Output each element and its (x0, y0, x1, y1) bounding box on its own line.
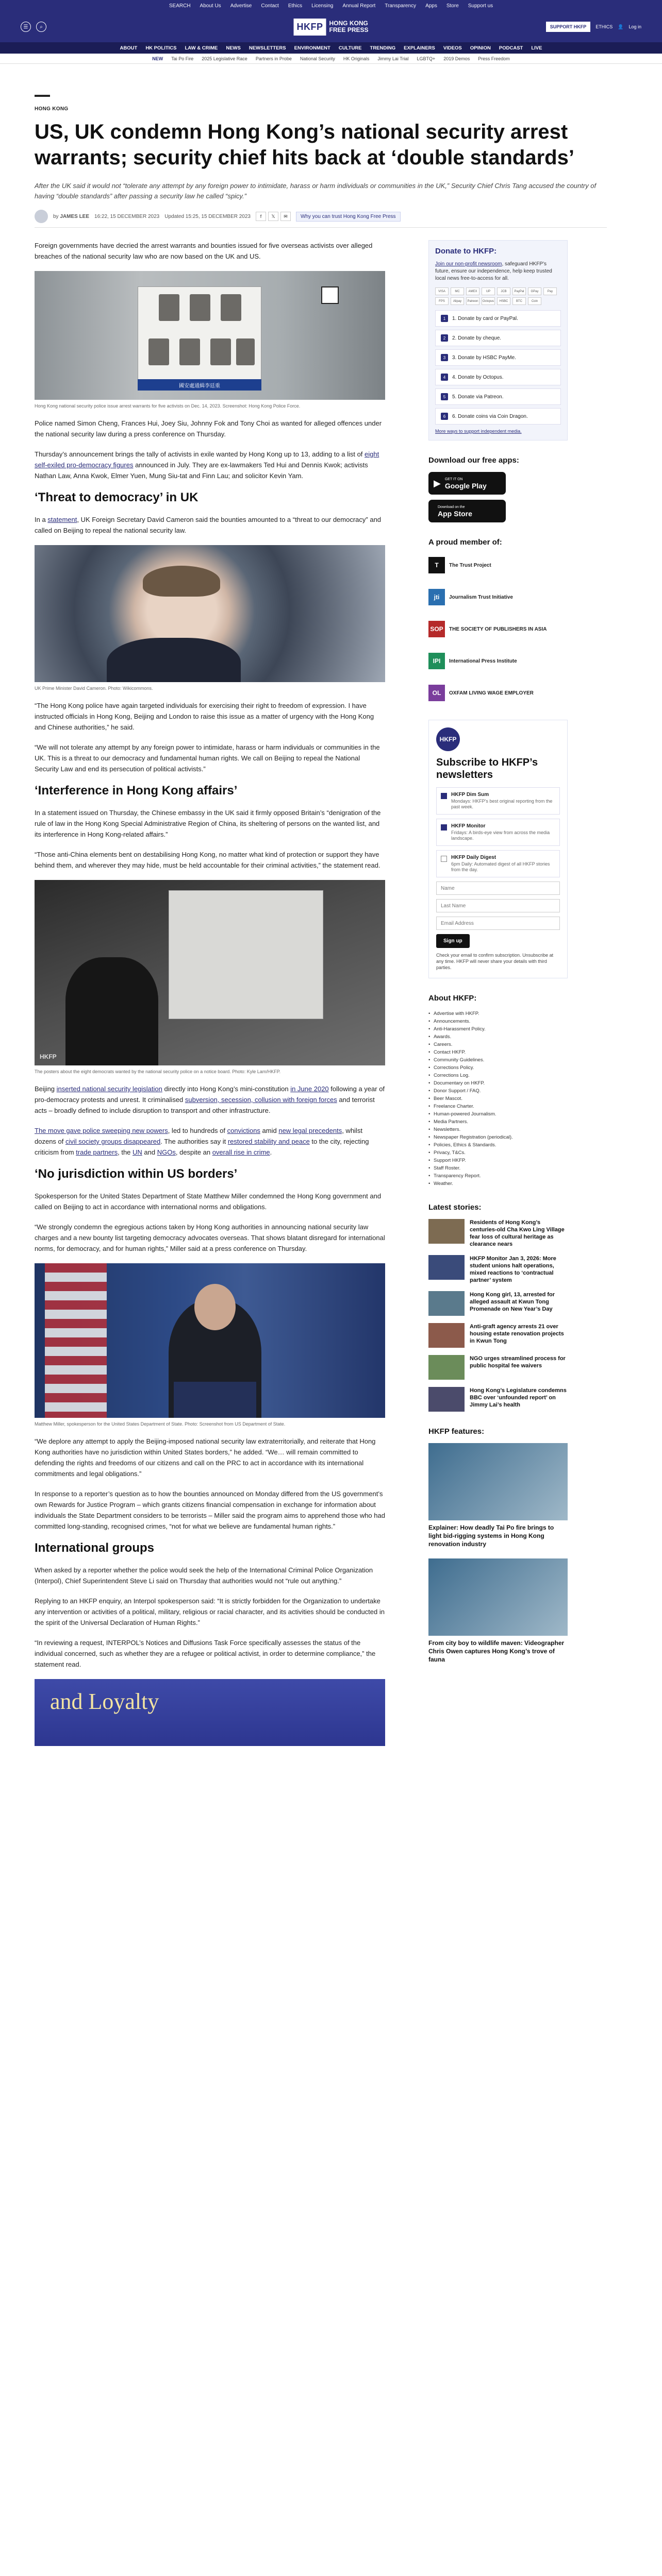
site-header (0, 11, 662, 42)
latest-story[interactable] (428, 1291, 568, 1316)
latest-story[interactable] (428, 1355, 568, 1380)
story-thumbnail[interactable] (428, 1219, 465, 1244)
donate-title: Donate to HKFP: (435, 247, 497, 256)
payment-method-icon: AMEX (466, 287, 479, 295)
nav-item[interactable]: TRENDING (370, 45, 396, 51)
payment-method-icon: MC (451, 287, 464, 295)
byline-by: by (53, 213, 59, 219)
subnav-item[interactable]: Press Freedom (478, 56, 510, 61)
about-link[interactable]: • Newsletters. (428, 1126, 568, 1133)
donate-option-number: 3 (441, 354, 448, 361)
ethics-link[interactable]: ETHICS (595, 24, 613, 29)
donate-intro-link[interactable]: Join our non-profit newsroom (435, 261, 502, 267)
donate-options (435, 310, 561, 425)
about-link[interactable]: • Transparency Report. (428, 1172, 568, 1180)
donate-option-label: 4. Donate by Octopus. (452, 374, 504, 380)
paragraph: The move gave police sweeping new powers, led to hundreds of convictions amid new legal precedents, whilst dozens of civil society groups disappeared. The authorities say it restored stability and peace to the city, rejecting criticism from trade partners, the UN and NGOs, despite an overall rise in crime. (35, 1127, 369, 1156)
latest-story[interactable] (428, 1255, 568, 1284)
subnav-item[interactable]: LGBTQ+ (417, 56, 436, 61)
image-caption: Matthew Miller, spokesperson for the United States Department of State. Photo: Screenshot from US Department of State. (35, 1421, 286, 1427)
feature-story[interactable] (428, 1558, 568, 1664)
member-badge[interactable] (428, 650, 568, 672)
payment-method-icon: Octopus (482, 297, 495, 305)
paragraph: Foreign governments have decried the arrest warrants and bounties issued for five overseas activists over alleged breaches of the national security law who are now based on the UK and US. (35, 242, 373, 260)
donate-box: Donate to HKFP: Join our non-profit newsroom, safeguard HKFP’s future, ensure our independence, help keep trusted local news free-to-access for all. VISA MC AMEX UP JCB PayPal GPay Pay FPS Alipay Patreon Octopus HSBC BTC Coin 1 1. Donate by card or PayPal. 2 2. Donate by cheque. 3 3. Donate by HSBC PayMe. 4 4. Donate by Octopus. 5 5. Donate via Patreon. 6 6. Donate coins via Coin Dragon. More ways to support independent media. (428, 240, 568, 440)
google-play-icon: ▶ (434, 478, 441, 488)
subnav-item[interactable]: HK Originals (343, 56, 370, 61)
author-name[interactable]: JAMES LEE (60, 213, 90, 219)
section-heading: International groups (35, 1541, 155, 1555)
about-link[interactable]: • Media Partners. (428, 1118, 568, 1126)
inline-link[interactable]: inserted national security legislation (56, 1085, 162, 1093)
bottom-photo: and Loyalty (35, 1679, 385, 1746)
inline-link[interactable]: in June 2020 (290, 1085, 329, 1093)
nav-item[interactable]: EXPLAINERS (404, 45, 435, 51)
donate-option-number: 2 (441, 334, 448, 342)
face-1 (159, 294, 179, 321)
newsletter-name: HKFP Monitor (451, 823, 486, 829)
nav-item[interactable]: ABOUT (120, 45, 138, 51)
donate-option[interactable] (435, 310, 561, 327)
donate-option-number: 1 (441, 315, 448, 322)
about-link[interactable]: • Policies, Ethics & Standards. (428, 1141, 568, 1149)
latest-stories (428, 1219, 568, 1412)
payment-method-icon: UP (482, 287, 495, 295)
payment-method-icon: JCB (497, 287, 510, 295)
utility-link[interactable]: Licensing (311, 3, 334, 9)
utility-bar (0, 0, 662, 11)
story-title[interactable]: HKFP Monitor Jan 3, 2026: More student unions halt operations, mixed reactions to ‘contractual partner’ system (470, 1256, 556, 1283)
signup-button[interactable]: Sign up (436, 934, 470, 948)
police-emblem-icon (321, 286, 339, 304)
about-link[interactable]: • Weather. (428, 1180, 568, 1188)
wanted-poster-image (35, 271, 385, 400)
about-link[interactable]: • Newspaper Registration (periodical). (428, 1133, 568, 1141)
site-logo[interactable] (293, 19, 368, 36)
payment-method-icon: PayPal (512, 287, 526, 295)
latest-story[interactable] (428, 1323, 568, 1348)
search-icon[interactable]: ⌕ (36, 22, 46, 32)
payment-method-icon: Alipay (451, 297, 464, 305)
hkfp-logo: HKFP (436, 727, 460, 751)
donate-option[interactable] (435, 408, 561, 425)
nav-item[interactable]: NEWS (226, 45, 241, 51)
member-name: The Trust Project (449, 562, 491, 568)
about-link[interactable]: • Privacy, T&Cs. (428, 1149, 568, 1157)
google-play-button[interactable]: ▶ GET IT ON Google Play (428, 472, 506, 495)
member-badges (428, 554, 568, 704)
utility-link[interactable]: Store (446, 3, 459, 9)
donate-option[interactable] (435, 369, 561, 385)
utility-link[interactable]: Ethics (288, 3, 303, 9)
donate-option[interactable] (435, 388, 561, 405)
face-6 (210, 338, 231, 365)
newsletter-option[interactable] (436, 787, 560, 815)
last-name-input[interactable] (436, 899, 560, 912)
about-link[interactable]: • Awards. (428, 1033, 568, 1041)
paragraph: In a statement issued on Thursday, the Chinese embassy in the UK said it firmly opposed Britain’s “denigration of the rule of law in the Hong Kong Special Administrative Region of China, its sheltering of persons on the wanted list, and its interference in Hong Kong-related affairs.” (35, 809, 381, 838)
newsletter-checkbox[interactable] (441, 824, 447, 831)
article-category[interactable]: HONG KONG (35, 106, 69, 112)
feature-title[interactable]: Explainer: How deadly Tai Po fire brings to light bid-rigging systems in Hong Kong renovation industry (428, 1524, 554, 1548)
logo-line-1: HONG KONG (329, 20, 368, 27)
inline-link[interactable]: The move gave police sweeping new powers (35, 1127, 168, 1134)
subnav-item[interactable]: Partners in Probe (255, 56, 292, 61)
donate-option-label: 5. Donate via Patreon. (452, 394, 504, 400)
newsletter-name: HKFP Daily Digest (451, 855, 496, 860)
utility-link[interactable]: Advertise (230, 3, 252, 9)
latest-story[interactable] (428, 1387, 568, 1412)
donate-option-number: 5 (441, 393, 448, 400)
author-avatar (35, 210, 48, 223)
newsletter-fine-print: Check your email to confirm subscription. Unsubscribe at any time. HKFP will never share your details with third parties. (436, 953, 554, 970)
paragraph: “In reviewing a request, INTERPOL’s Notices and Diffusions Task Force specifically assesses the status of the individual concerned, such as whether they are a refugee or political activist, in order to determine compliance,” the statement read. (35, 1639, 376, 1668)
member-logo-icon: OL (428, 685, 445, 701)
article-standfirst: After the UK said it would not “tolerate any attempt by any foreign power to intimidate, harass or harm individuals or communities in the UK,” Security Chief Chris Tang accused the country of having “double standards” after passing a security law he called “spicy.” (35, 182, 597, 200)
sub-nav (0, 54, 662, 64)
feature-image[interactable] (428, 1443, 568, 1520)
utility-link[interactable]: Annual Report (342, 3, 376, 9)
figure-miller (35, 1263, 385, 1428)
share-buttons (256, 212, 291, 221)
paragraph: In a statement, UK Foreign Secretary David Cameron said the bounties amounted to a “threat to our democracy” and called on Beijing to repeal the national security law. (35, 516, 382, 534)
subnav-item[interactable]: National Security (300, 56, 335, 61)
about-link[interactable]: • Contact HKFP. (428, 1048, 568, 1056)
login-link[interactable]: Log in (628, 24, 641, 29)
figure-wanted-poster (35, 271, 385, 410)
about-link[interactable]: • Community Guidelines. (428, 1056, 568, 1064)
member-name: Journalism Trust Initiative (449, 594, 513, 600)
about-link[interactable]: • Donor Support / FAQ. (428, 1087, 568, 1095)
image-caption: Hong Kong national security police issue arrest warrants for five activists on Dec. 14, 2023. Screenshot: Hong Kong Police Force. (35, 403, 301, 409)
feature-image[interactable] (428, 1558, 568, 1636)
face-3 (221, 294, 241, 321)
image-caption: UK Prime Minister David Cameron. Photo: Wikicommons. (35, 686, 153, 691)
newsletter-desc: 6pm Daily: Automated digest of all HKFP stories from the day. (451, 861, 550, 872)
donate-option-label: 6. Donate coins via Coin Dragon. (452, 413, 528, 419)
feature-story[interactable] (428, 1443, 568, 1548)
newsletter-desc: Mondays: HKFP’s best original reporting from the past week. (451, 799, 553, 809)
paragraph: Thursday’s announcement brings the tally of activists in exile wanted by Hong Kong up to 13, adding to a list of eight self-exiled pro-democracy figures announced in July. They are ex-lawmakers Ted Hui and Dennis Kwok; activists Nathan Law, Anna Kwok, Elmer Yuen, Mung Siu-tat and Finn Lau; and solicitor Kevin Yam. (35, 450, 379, 480)
subnav-item[interactable]: 2025 Legislative Race (202, 56, 247, 61)
figure-notice-board (35, 880, 385, 1075)
paragraph: “Those anti-China elements bent on destabilising Hong Kong, no matter what kind of protection or support they have behind them, and wherever they may hide, must be held accountable for their criminal activities,” the statement read. (35, 851, 380, 869)
trust-link[interactable]: Why you can trust Hong Kong Free Press (296, 212, 401, 222)
member-badge[interactable] (428, 554, 568, 577)
story-thumbnail[interactable] (428, 1387, 465, 1412)
more-ways-link[interactable]: More ways to support independent media. (435, 429, 522, 434)
features-title: HKFP features: (428, 1427, 485, 1436)
story-thumbnail[interactable] (428, 1255, 465, 1280)
newsletter-box (428, 720, 568, 978)
story-title[interactable]: Residents of Hong Kong’s centuries-old Cha Kwo Ling Village fear loss of cultural heritage as clearance nears (470, 1219, 565, 1247)
face-2 (190, 294, 210, 321)
member-name: International Press Institute (449, 658, 517, 664)
utility-link[interactable]: Contact (261, 3, 279, 9)
publish-date: 16:22, 15 DECEMBER 2023 (94, 213, 160, 219)
member-badge[interactable] (428, 682, 568, 704)
paragraph: Police named Simon Cheng, Frances Hui, Joey Siu, Johnny Fok and Tony Choi as wanted for alleged offences under the national security law during a press conference on Thursday. (35, 419, 382, 438)
miller-photo (35, 1263, 385, 1418)
nav-item[interactable]: PODCAST (499, 45, 523, 51)
facebook-icon[interactable]: f (256, 212, 266, 221)
payment-method-icon: Patreon (466, 297, 479, 305)
story-title[interactable]: Hong Kong girl, 13, arrested for alleged assault at Kwun Tong Promenade on New Year’s Day (470, 1292, 555, 1312)
app-store-button[interactable]: Download on the App Store (428, 500, 506, 522)
utility-link[interactable]: SEARCH (169, 3, 191, 9)
poster-board (138, 286, 261, 384)
payment-method-icon: Coin (528, 297, 541, 305)
subnav-new-label: NEW (152, 56, 163, 61)
member-badge[interactable] (428, 618, 568, 640)
section-heading: ‘Interference in Hong Kong affairs’ (35, 784, 238, 798)
paragraph: “We deplore any attempt to apply the Beijing-imposed national security law extraterritorially, and reiterate that Hong Kong authorities have no jurisdiction within United States borders,” he added. “We… will remain committed to defending the rights and freedoms of our citizens and call on the PRC to act in accordance with its international commitments and legal obligations.” (35, 1437, 376, 1478)
feature-title[interactable]: From city boy to wildlife maven: Videographer Chris Owen captures Hong Kong’s trove of fauna (428, 1639, 565, 1663)
payment-method-icon: FPS (435, 297, 449, 305)
paragraph: When asked by a reporter whether the police would seek the help of the International Criminal Police Organization (Interpol), Chief Superintendent Steve Li said on Thursday that authorities would not “rule out anything.” (35, 1566, 373, 1585)
story-thumbnail[interactable] (428, 1323, 465, 1348)
about-link[interactable]: • Anti-Harassment Policy. (428, 1025, 568, 1033)
about-link[interactable]: • Freelance Charter. (428, 1103, 568, 1110)
about-link[interactable]: • Corrections Log. (428, 1072, 568, 1079)
paragraph: “We strongly condemn the egregious actions taken by Hong Kong authorities in announcing national security law charges and a new bounty list targeting democracy advocates overseas. That shows blatant disregard for international norms, for democracy, and for human rights,” Miller said at a press conference on Thursday. (35, 1223, 385, 1252)
inline-link[interactable]: civil society groups disappeared (65, 1138, 161, 1145)
about-link[interactable]: • Human-powered Journalism. (428, 1110, 568, 1118)
member-title: A proud member of: (428, 538, 502, 547)
inline-link[interactable]: trade partners (76, 1148, 118, 1156)
about-link[interactable]: • Advertise with HKFP. (428, 1010, 568, 1018)
paragraph: In response to a reporter’s question as to how the bounties announced on Monday differed from the US government’s own Rewards for Justice Program – which grants citizens financial compensation in exchange for information about individuals the State Department considers to be terrorists – Miller said the program aims to apprehend those who had committed long-standing, recognised crimes, “not for what we believe are fundamental human rights.” (35, 1490, 385, 1530)
story-thumbnail[interactable] (428, 1355, 465, 1380)
donate-option[interactable] (435, 330, 561, 346)
subnav-item[interactable]: Jimmy Lai Trial (377, 56, 409, 61)
email-icon[interactable]: ✉ (280, 212, 291, 221)
newsletter-name: HKFP Dim Sum (451, 792, 489, 798)
user-icon[interactable]: 👤 (618, 24, 624, 29)
apps-title: Download our free apps: (428, 456, 519, 465)
inline-link[interactable]: subversion, secession, collusion with foreign forces (185, 1096, 337, 1104)
about-link[interactable]: • Careers. (428, 1041, 568, 1048)
nav-item[interactable]: OPINION (470, 45, 491, 51)
about-section (428, 994, 568, 1188)
donate-option[interactable] (435, 349, 561, 366)
category-bar (35, 95, 50, 97)
logo-box: HKFP (293, 19, 326, 36)
utility-link[interactable]: Support us (468, 3, 493, 9)
member-name: OXFAM LIVING WAGE EMPLOYER (449, 690, 534, 696)
notice-board-photo (35, 880, 385, 1065)
email-input[interactable] (436, 917, 560, 930)
logo-line-2: FREE PRESS (329, 26, 369, 33)
member-logo-icon: jti (428, 589, 445, 605)
nav-item[interactable]: VIDEOS (443, 45, 462, 51)
about-link[interactable]: • Staff Roster. (428, 1164, 568, 1172)
nav-item[interactable]: LIVE (531, 45, 542, 51)
newsletter-option[interactable] (436, 850, 560, 877)
divider (35, 227, 607, 228)
support-button[interactable]: SUPPORT HKFP (546, 22, 591, 32)
paragraph: “We will not tolerate any attempt by any foreign power to intimidate, harass or harm individuals or communities in the UK. This is a threat to our democracy and fundamental human rights. We call on Beijing to repeal the National Security Law and end its persecution of political activists.” (35, 743, 380, 773)
inline-link[interactable]: eight self-exiled pro-democracy figures (35, 450, 379, 469)
face-7 (236, 338, 255, 365)
nav-item[interactable]: LAW & CRIME (185, 45, 218, 51)
newsletter-desc: Fridays: A birds-eye view from across the media landscape. (451, 830, 550, 841)
payment-method-icon: HSBC (497, 297, 510, 305)
about-link[interactable]: • Documentary on HKFP. (428, 1079, 568, 1087)
utility-link[interactable]: About Us (200, 3, 221, 9)
article-headline: US, UK condemn Hong Kong’s national security arrest warrants; security chief hits back at ‘double standards’ (35, 121, 574, 169)
payment-method-icon: Pay (543, 287, 557, 295)
donate-option-number: 4 (441, 374, 448, 381)
donate-option-number: 6 (441, 413, 448, 420)
newsletter-title: Subscribe to HKFP’s newsletters (436, 757, 538, 781)
utility-link[interactable]: Transparency (385, 3, 417, 9)
paragraph: Spokesperson for the United States Department of State Matthew Miller condemned the Hong Kong government and called on Beijing to act in accordance with international norms and obligations. (35, 1192, 382, 1211)
story-title[interactable]: Anti-graft agency arrests 21 over housing estate renovation projects in Kwun Tong (470, 1324, 564, 1344)
inline-link[interactable]: convictions (227, 1127, 260, 1134)
latest-title: Latest stories: (428, 1203, 482, 1212)
figure-cameron (35, 545, 385, 692)
hkfp-watermark: HKFP (40, 1053, 57, 1060)
menu-icon[interactable]: ☰ (21, 22, 31, 32)
subnav-item[interactable]: 2019 Demos (443, 56, 470, 61)
latest-story[interactable] (428, 1219, 568, 1248)
x-icon[interactable]: 𝕏 (268, 212, 278, 221)
inline-link[interactable]: NGOs (157, 1148, 176, 1156)
member-logo-icon: T (428, 557, 445, 573)
inline-link[interactable]: UN (133, 1148, 142, 1156)
nav-item[interactable]: ENVIRONMENT (294, 45, 330, 51)
nav-item[interactable]: NEWSLETTERS (249, 45, 286, 51)
main-nav (0, 42, 662, 54)
member-logo-icon: IPI (428, 653, 445, 669)
inline-link[interactable]: overall rise in crime (212, 1148, 270, 1156)
nav-item[interactable]: HK POLITICS (145, 45, 177, 51)
newsletter-option[interactable] (436, 819, 560, 846)
byline (35, 210, 627, 223)
cameron-photo (35, 545, 385, 682)
inline-link[interactable]: statement (47, 516, 77, 523)
payment-method-icon: GPay (528, 287, 541, 295)
utility-link[interactable]: Apps (425, 3, 437, 9)
newsletter-checkbox[interactable] (441, 856, 447, 862)
story-thumbnail[interactable] (428, 1291, 465, 1316)
face-4 (148, 338, 169, 365)
sidebar (428, 240, 568, 1754)
donate-option-label: 2. Donate by cheque. (452, 335, 502, 341)
about-title: About HKFP: (428, 994, 477, 1003)
about-link[interactable]: • Announcements. (428, 1018, 568, 1025)
face-5 (179, 338, 200, 365)
article-body (35, 240, 385, 1754)
subnav-item[interactable]: Tai Po Fire (171, 56, 194, 61)
newsletter-checkbox[interactable] (441, 793, 447, 799)
donate-option-label: 1. Donate by card or PayPal. (452, 315, 518, 321)
story-title[interactable]: Hong Kong’s Legislature condemns BBC over ‘unfounded report’ on Jimmy Lai’s health (470, 1387, 567, 1408)
donate-option-label: 3. Donate by HSBC PayMe. (452, 354, 516, 361)
nav-item[interactable]: CULTURE (338, 45, 362, 51)
paragraph: Replying to an HKFP enquiry, an Interpol spokesperson said: “It is strictly forbidden for the Organization to undertake any intervention or activities of a political, military, religious or racial character, and its activities should be conducted in the spirit of the Universal Declaration of Human Rights.” (35, 1597, 385, 1626)
member-badge[interactable] (428, 586, 568, 608)
section-heading: ‘Threat to democracy’ in UK (35, 490, 198, 504)
about-link[interactable]: • Corrections Policy. (428, 1064, 568, 1072)
first-name-input[interactable] (436, 882, 560, 895)
figure-bottom (35, 1679, 385, 1746)
payment-method-icon: BTC (512, 297, 526, 305)
inline-link[interactable]: new legal precedents (278, 1127, 342, 1134)
updated-date: Updated 15:25, 15 DECEMBER 2023 (164, 213, 251, 219)
poster-banner: 國安處通緝李廷重 (138, 379, 261, 391)
about-link[interactable]: • Support HKFP. (428, 1157, 568, 1164)
member-name: THE SOCIETY OF PUBLISHERS IN ASIA (449, 626, 547, 632)
member-logo-icon: SOP (428, 621, 445, 637)
about-link[interactable]: • Beer Mascot. (428, 1095, 568, 1103)
inline-link[interactable]: restored stability and peace (227, 1138, 310, 1145)
payment-icons (435, 287, 561, 305)
payment-method-icon: VISA (435, 287, 449, 295)
paragraph: “The Hong Kong police have again targeted individuals for exercising their right to freedom of expression. I have instructed officials in Hong Kong, Beijing and London to raise this issue as a matter of urgency with the Hong Kong and Chinese authorities,” he said. (35, 702, 374, 731)
features-list (428, 1443, 568, 1664)
paragraph: Beijing inserted national security legislation directly into Hong Kong’s mini-constitution in June 2020 following a year of pro-democracy protests and unrest. It criminalised subversion, secession, collusion with foreign forces and terrorist acts – broadly defined to include disruption to transport and other infrastructure. (35, 1085, 385, 1114)
section-heading: ‘No jurisdiction within US borders’ (35, 1167, 238, 1181)
image-caption: The posters about the eight democrats wanted by the national security police on a notice board. Photo: Kyle Lam/HKFP. (35, 1069, 281, 1074)
story-title[interactable]: NGO urges streamlined process for public hospital fee waivers (470, 1355, 566, 1369)
